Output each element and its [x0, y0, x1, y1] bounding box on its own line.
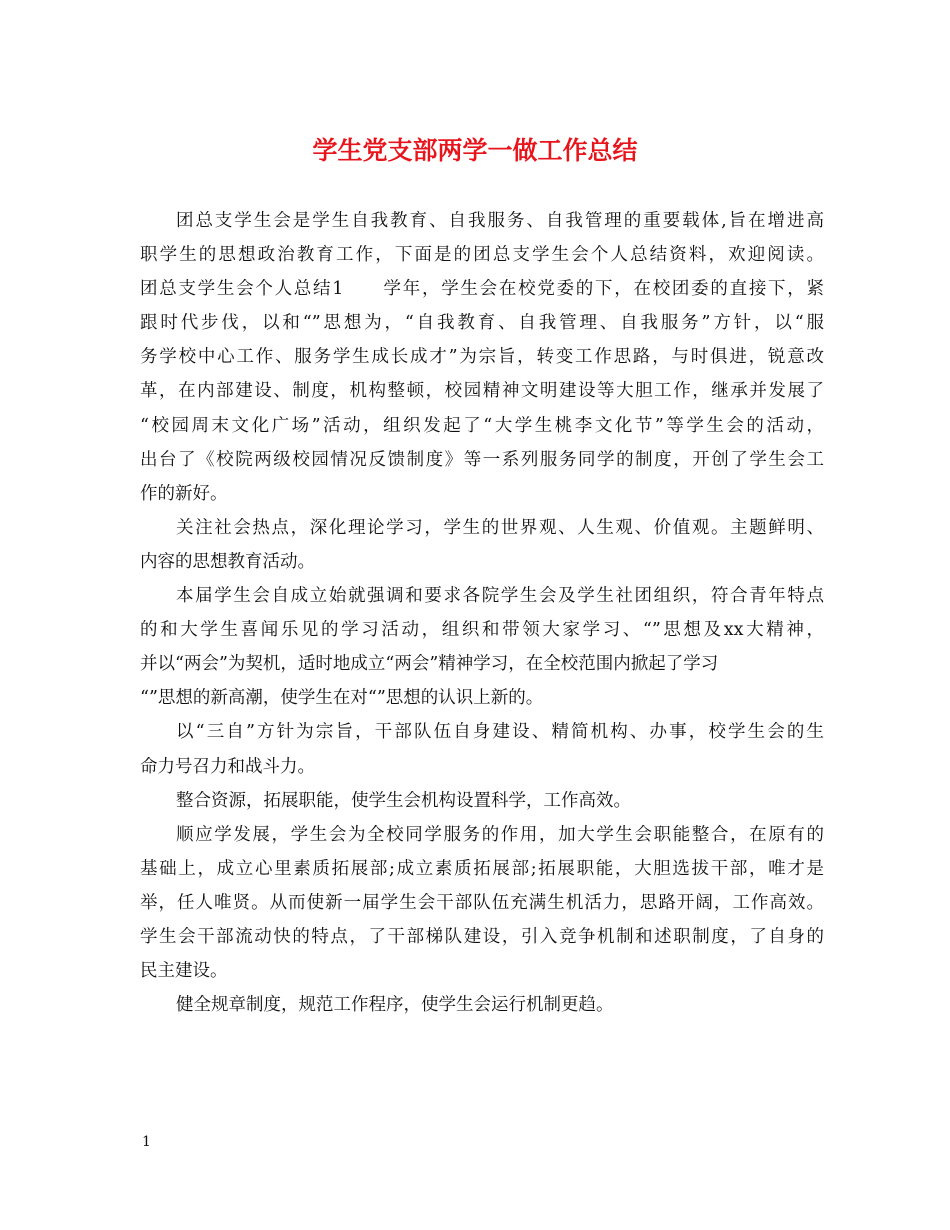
body-line: 务学校中心工作、服务学生成长成才”为宗旨，转变工作思路，与时俱进，锐意改	[140, 347, 824, 368]
body-line: 并以“两会”为契机，适时地成立“两会”精神学习，在全校范围内掀起了学习	[140, 654, 719, 675]
body-line: 健全规章制度，规范工作程序，使学生会运行机制更趋。	[176, 995, 614, 1016]
body-line: 革，在内部建设、制度，机构整顿，校园精神文明建设等大胆工作，继承并发展了	[140, 381, 824, 402]
body-line: 顺应学发展，学生会为全校同学服务的作用，加大学生会职能整合，在原有的	[176, 824, 824, 845]
body-line: “校园周末文化广场”活动，组织发起了“大学生桃李文化节”等学生会的活动，	[140, 415, 824, 436]
body-line: 作的新好。	[140, 483, 228, 504]
body-line: “”思想的新高潮，使学生在对“”思想的认识上新的。	[140, 688, 544, 709]
body-line: 举，任人唯贤。从而使新一届学生会干部队伍充满生机活力，思路开阔，工作高效。	[140, 892, 824, 913]
body-line: 职学生的思想政治教育工作，下面是的团总支学生会个人总结资料，欢迎阅读。	[140, 245, 824, 266]
document-title: 学生党支部两学一做工作总结	[312, 136, 638, 165]
body-line: 的和大学生喜闻乐见的学习活动，组织和带领大家学习、“”思想及xx大精神，	[140, 620, 824, 641]
document-body	[140, 204, 824, 1022]
body-line: 以“三自”方针为宗旨，干部队伍自身建设、精简机构、办事，校学生会的生	[176, 722, 824, 743]
body-line: 基础上，成立心里素质拓展部;成立素质拓展部;拓展职能，大胆选拔干部，唯才是	[140, 858, 824, 879]
body-line: 命力号召力和战斗力。	[140, 756, 315, 777]
body-line: 民主建设。	[140, 961, 228, 982]
body-line: 关注社会热点，深化理论学习，学生的世界观、人生观、价值观。主题鲜明、	[176, 517, 824, 538]
body-line: 内容的思想教育活动。	[140, 551, 315, 572]
body-line: 出台了《校院两级校园情况反馈制度》等一系列服务同学的制度，开创了学生会工	[140, 449, 824, 470]
body-line: 团总支学生会个人总结1 学年，学生会在校党委的下，在校团委的直接下，紧	[140, 279, 824, 300]
page-number: 1	[142, 1134, 151, 1150]
body-line: 整合资源，拓展职能，使学生会机构设置科学，工作高效。	[176, 790, 631, 811]
body-line: 学生会干部流动快的特点，了干部梯队建设，引入竞争机制和述职制度，了自身的	[140, 926, 824, 947]
body-line: 跟时代步伐，以和“”思想为，“自我教育、自我管理、自我服务”方针，以“服	[140, 313, 824, 334]
body-line: 本届学生会自成立始就强调和要求各院学生会及学生社团组织，符合青年特点	[176, 586, 824, 607]
body-line: 团总支学生会是学生自我教育、自我服务、自我管理的重要载体,旨在增进高	[176, 211, 824, 231]
